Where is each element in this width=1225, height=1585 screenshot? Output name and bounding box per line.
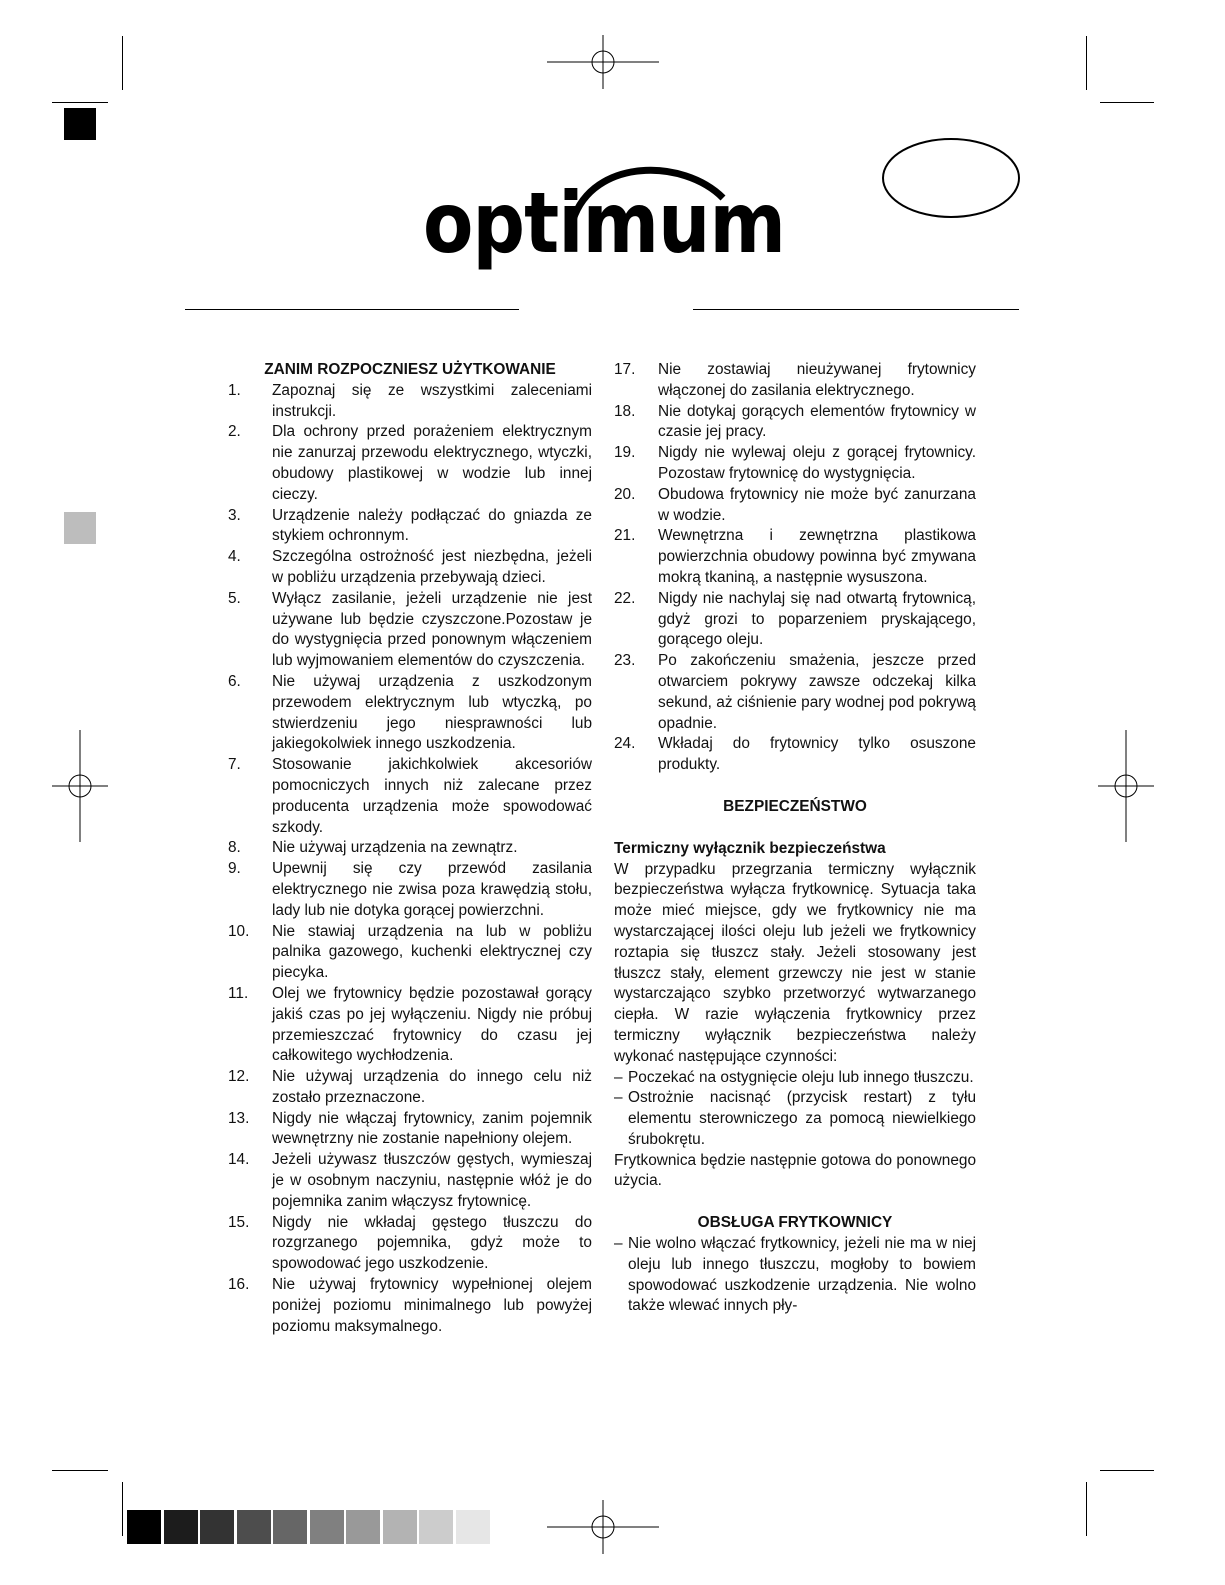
item-number: 15.	[228, 1213, 250, 1231]
item-text: Poczekać na ostygnięcie oleju lub innego tłuszczu.	[628, 1068, 974, 1086]
item-text: Szczególna ostrożność jest niezbędna, jeżeli w pobliżu urządzenia przebywają dzieci.	[272, 548, 592, 586]
dash-bullet: –	[614, 1235, 623, 1253]
list-item	[228, 1067, 592, 1109]
color-swatch	[273, 1510, 307, 1544]
brand-logo	[423, 168, 793, 272]
item-number: 17.	[614, 361, 636, 378]
color-swatch	[200, 1510, 234, 1544]
list-item	[614, 485, 976, 527]
item-text: Nie używaj frytownicy wypełnionej olejem poniżej poziomu minimalnego lub powyżej poziomu maksymalnego.	[272, 1276, 592, 1335]
list-item	[228, 506, 592, 548]
list-item	[614, 1068, 976, 1089]
crop-mark-bottom-left-vertical	[122, 1482, 123, 1536]
item-text: Jeżeli używasz tłuszczów gęstych, wymieszaj je w osobnym naczyniu, następnie włóż je do pojemnika zanim włączysz frytownicę.	[272, 1151, 592, 1210]
list-item	[614, 443, 976, 485]
gray-section-marker	[64, 512, 96, 544]
brand-logo-graphic	[423, 168, 793, 272]
color-swatch	[346, 1510, 380, 1544]
color-swatch	[127, 1510, 161, 1544]
item-text: Nie używaj urządzenia z uszkodzonym przewodem elektrycznym lub wtyczką, po stwierdzeniu jego niesprawności lub jakiegokolwiek innego uszkodzenia.	[272, 672, 592, 753]
crop-mark-top-left-vertical	[122, 36, 123, 90]
item-number: 9.	[228, 860, 241, 878]
item-text: Nigdy nie wylewaj oleju z gorącej frytownicy. Pozostaw frytownicę do wystygnięcia.	[658, 444, 976, 482]
item-text: Nie dotykaj gorących elementów frytownicy w czasie jej pracy.	[658, 402, 976, 441]
item-number: 22.	[614, 589, 636, 607]
list-item	[228, 422, 592, 505]
list-item	[614, 402, 976, 444]
section-heading-safety: BEZPIECZEŃSTWO	[723, 797, 867, 815]
dash-bullet: –	[614, 1068, 623, 1086]
list-item	[228, 859, 592, 921]
item-number: 21.	[614, 527, 636, 545]
item-number: 8.	[228, 839, 241, 857]
subheading-thermal-switch: Termiczny wyłącznik bezpieczeństwa	[614, 839, 886, 857]
color-swatch	[237, 1510, 271, 1544]
registration-target-top	[547, 35, 659, 89]
item-number: 20.	[614, 485, 636, 503]
item-number: 23.	[614, 652, 636, 670]
crop-mark-bottom-right-horizontal	[1100, 1470, 1154, 1471]
list-item	[228, 838, 592, 859]
item-text: Zapoznaj się ze wszystkimi zaleceniami instrukcji.	[272, 381, 592, 420]
item-text: Olej we frytownicy będzie pozostawał gorący jakiś czas po jej wyłączeniu. Nigdy nie próbuj przemieszczać frytownicy do czasu jej całkowitego wychłodzenia.	[272, 984, 592, 1065]
list-item	[228, 381, 592, 423]
item-number: 1.	[228, 381, 241, 399]
list-item	[228, 922, 592, 984]
item-number: 4.	[228, 548, 241, 566]
crop-mark-bottom-right-vertical	[1086, 1482, 1087, 1536]
list-item	[614, 589, 976, 651]
section-heading-operation: OBSŁUGA FRYTKOWNICY	[697, 1214, 893, 1232]
item-text: Nie wolno włączać frytkownicy, jeżeli nie ma w niej oleju lub innego tłuszczu, mogłoby to bowiem spowodować uszkodzenie urządzenia. Nie wolno także wlewać innych pły-	[628, 1235, 976, 1315]
color-swatch	[310, 1510, 344, 1544]
black-corner-marker	[64, 108, 96, 140]
dash-bullet: –	[614, 1089, 623, 1107]
color-swatch	[164, 1510, 198, 1544]
header-rule-right	[693, 309, 1019, 310]
item-text: Nigdy nie wkładaj gęstego tłuszczu do rozgrzanego pojemnika, gdyż może to spowodować jego uszkodzenie.	[272, 1213, 592, 1273]
item-text: Nigdy nie włączaj frytownicy, zanim pojemnik wewnętrzny nie zostanie napełniony olejem.	[272, 1109, 592, 1148]
item-text: Dla ochrony przed porażeniem elektrycznym nie zanurzaj przewodu elektrycznego, wtyczki, obudowy plastikowej w wodzie lub innej cieczy.	[272, 423, 592, 503]
item-text: Wkładaj do frytownicy tylko osuszone produkty.	[658, 735, 976, 774]
brand-logo-text: optimum	[423, 174, 785, 272]
section-heading-before-use: ZANIM ROZPOCZNIESZ UŻYTKOWANIE	[264, 361, 556, 378]
list-item	[228, 589, 592, 672]
list-item	[614, 1088, 976, 1150]
list-item	[228, 1109, 592, 1151]
crop-mark-top-right-horizontal	[1100, 102, 1154, 103]
registration-target-bottom	[547, 1500, 659, 1554]
item-text: Urządzenie należy podłączać do gniazda ze stykiem ochronnym.	[272, 506, 592, 545]
item-number: 3.	[228, 506, 241, 524]
list-item	[228, 1150, 592, 1212]
color-swatch	[456, 1510, 490, 1544]
item-text: Wyłącz zasilanie, jeżeli urządzenie nie jest używane lub będzie czyszczone.Pozostaw je do wystygnięcia przed ponownym włączeniem lub wyjmowaniem elementów do czyszczenia.	[272, 589, 592, 670]
item-text: Nie zostawiaj nieużywanej frytownicy włączonej do zasilania elektrycznego.	[658, 361, 976, 399]
list-item	[228, 1213, 592, 1275]
list-item	[228, 672, 592, 755]
item-number: 13.	[228, 1109, 250, 1127]
crop-mark-bottom-left-horizontal	[52, 1470, 108, 1471]
item-number: 6.	[228, 672, 241, 690]
item-text: Upewnij się czy przewód zasilania elektrycznego nie zwisa poza krawędzią stołu, lady lub nie dotyka gorącej powierzchni.	[272, 860, 592, 919]
list-item	[228, 1275, 592, 1337]
header-rule-left	[185, 309, 519, 310]
item-number: 19.	[614, 444, 636, 462]
thermal-closing: Frytkownica będzie następnie gotowa do ponownego użycia.	[614, 1151, 976, 1190]
item-number: 16.	[228, 1276, 250, 1294]
crop-mark-top-left-horizontal	[52, 102, 108, 103]
color-swatch	[419, 1510, 453, 1544]
item-text: Ostrożnie nacisnąć (przycisk restart) z tyłu elementu sterowniczego za pomocą niewielkiego śrubokrętu.	[628, 1089, 976, 1148]
item-text: Nie używaj urządzenia na zewnątrz.	[272, 839, 518, 857]
item-number: 2.	[228, 423, 241, 441]
color-swatch	[383, 1510, 417, 1544]
item-number: 12.	[228, 1068, 250, 1086]
item-number: 10.	[228, 922, 250, 940]
left-column	[228, 360, 592, 1337]
item-number: 5.	[228, 589, 241, 607]
list-item	[614, 360, 976, 402]
item-number: 14.	[228, 1151, 250, 1169]
list-item	[228, 755, 592, 838]
registration-target-left	[52, 730, 108, 842]
item-number: 7.	[228, 756, 241, 774]
item-number: 24.	[614, 735, 636, 753]
list-item	[614, 734, 976, 776]
item-number: 11.	[228, 984, 249, 1002]
list-item	[614, 651, 976, 734]
item-text: Nie stawiaj urządzenia na lub w pobliżu palnika gazowego, kuchenki elektrycznej czy piecyka.	[272, 922, 592, 982]
list-item	[614, 1234, 976, 1317]
list-item	[614, 526, 976, 588]
item-number: 18.	[614, 402, 636, 420]
crop-mark-top-right-vertical	[1086, 36, 1087, 90]
list-item	[228, 547, 592, 589]
thermal-paragraph: W przypadku przegrzania termiczny wyłącznik bezpieczeństwa wyłącza frytkownicę. Sytuacja taka może mieć miejsce, gdy we frytkownicy nie ma wystarczającej ilości oleju lub jeżeli we frytkownicy roztapia się tłuszcz stały. Jeżeli stosowany jest tłuszcz stały, element grzewczy nie jest w stanie wystarczająco szybko przetworzyć wytwarzanego ciepła. W razie wyłączenia frytkownicy przez termiczny wyłącznik bezpieczeństwa należy wykonać następujące czynności:	[614, 860, 976, 1065]
right-column	[614, 360, 976, 1317]
item-text: Wewnętrzna i zewnętrzna plastikowa powierzchnia obudowy powinna być zmywana mokrą tkaniną, a następnie wysuszona.	[658, 527, 976, 586]
item-text: Obudowa frytownicy nie może być zanurzana w wodzie.	[658, 485, 976, 524]
item-text: Nie używaj urządzenia do innego celu niż zostało przeznaczone.	[272, 1068, 592, 1106]
list-item	[228, 984, 592, 1067]
item-text: Nigdy nie nachylaj się nad otwartą frytownicą, gdyż grozi to poparzeniem pryskającego, gorącego oleju.	[658, 589, 976, 649]
registration-target-right	[1098, 730, 1154, 842]
item-text: Stosowanie jakichkolwiek akcesoriów pomocniczych innych niż zalecane przez producenta urządzenia może spowodować szkody.	[272, 756, 592, 836]
item-text: Po zakończeniu smażenia, jeszcze przed otwarciem pokrywy zawsze odczekaj kilka sekund, aż ciśnienie pary wodnej pod pokrywą opadnie.	[658, 652, 976, 732]
language-ellipse	[880, 136, 1022, 220]
